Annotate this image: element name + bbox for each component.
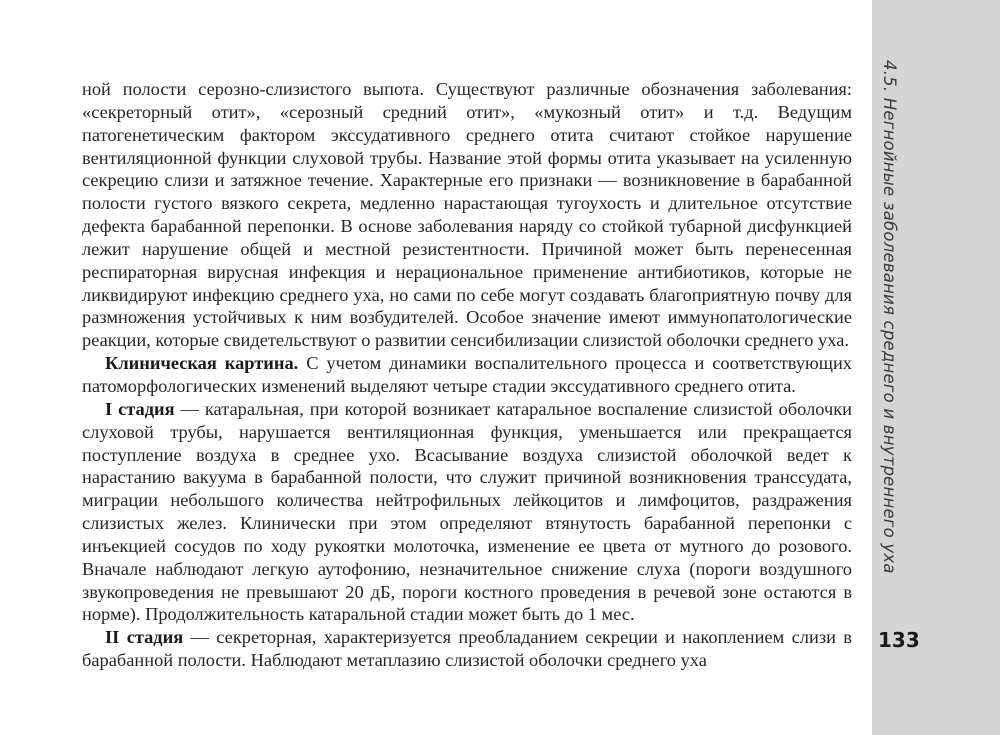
paragraph-exudate-intro <box>82 78 852 352</box>
paragraph-text: ной полости серозно-слизистого выпота. Существуют различные обозначения заболевания: «секреторный отит», «серозный средний отит», «мукозный отит» и т.д. Ведущим патогенетическим фактором экссудативного среднего отита считают стойкое нарушение вентиляционной функции слуховой трубы. Название этой формы отита указывает на усиленную секрецию слизи и затяжное течение. Характерные его признаки — возникновение в барабанной полости густого вязкого секрета, медленно нарастающая тугоухость и длительное отсутствие дефекта барабанной перепонки. В основе заболевания наряду со стойкой тубарной дисфункцией лежит нарушение общей и местной резистентности. Причиной может быть перенесенная респираторная вирусная инфекция и нерациональное применение антибиотиков, которые не ликвидируют инфекцию среднего уха, но сами по себе могут создавать благоприятную почву для размножения устойчивых к ним возбудителей. Особое значение имеют иммунопатологические реакции, которые свидетельствуют о развитии сенсибилизации слизистой оболочки среднего уха. <box>82 79 852 351</box>
page-body <box>82 78 852 672</box>
paragraph-text: С учетом динамики воспалительного процесса и соответствующих патоморфологических изменений выделяют четыре стадии экссудативного среднего отита. <box>82 353 852 396</box>
page-number: 133 <box>878 628 920 652</box>
paragraph-clinical-picture <box>82 352 852 398</box>
paragraph-stage-2 <box>82 626 852 672</box>
paragraph-stage-1 <box>82 398 852 626</box>
paragraph-lead: I стадия <box>105 398 175 419</box>
paragraph-lead: Клиническая картина. <box>105 353 299 374</box>
paragraph-text: — катаральная, при которой возникает катаральное воспаление слизистой оболочки слуховой трубы, нарушается вентиляционная функция, уменьшается или прекращается поступление воздуха в среднее ухо. Всасывание воздуха слизистой оболочкой ведет к нарастанию вакуума в барабанной полости, что служит причиной возникновения транссудата, миграции небольшого количества нейтрофильных лейкоцитов и лимфоцитов, раздражения слизистых желез. Клинически при этом определяют втянутость барабанной перепонки с инъекцией сосудов по ходу рукоятки молоточка, изменение ее цвета от мутного до розового. Вначале наблюдают легкую аутофонию, незначительное снижение слуха (пороги воздушного звукопроведения не превышают 20 дБ, пороги костного проведения в речевой зоне остаются в норме). Продолжительность катаральной стадии может быть до 1 мес. <box>82 398 852 625</box>
paragraph-lead: II стадия <box>105 627 184 648</box>
running-head <box>872 60 912 574</box>
paragraph-text: — секреторная, характеризуется преобладанием секреции и накоплением слизи в барабанной полости. Наблюдают метаплазию слизистой оболочки среднего уха <box>82 627 852 671</box>
running-head-text: 4.5. Негнойные заболевания среднего и внутреннего уха <box>880 60 899 574</box>
